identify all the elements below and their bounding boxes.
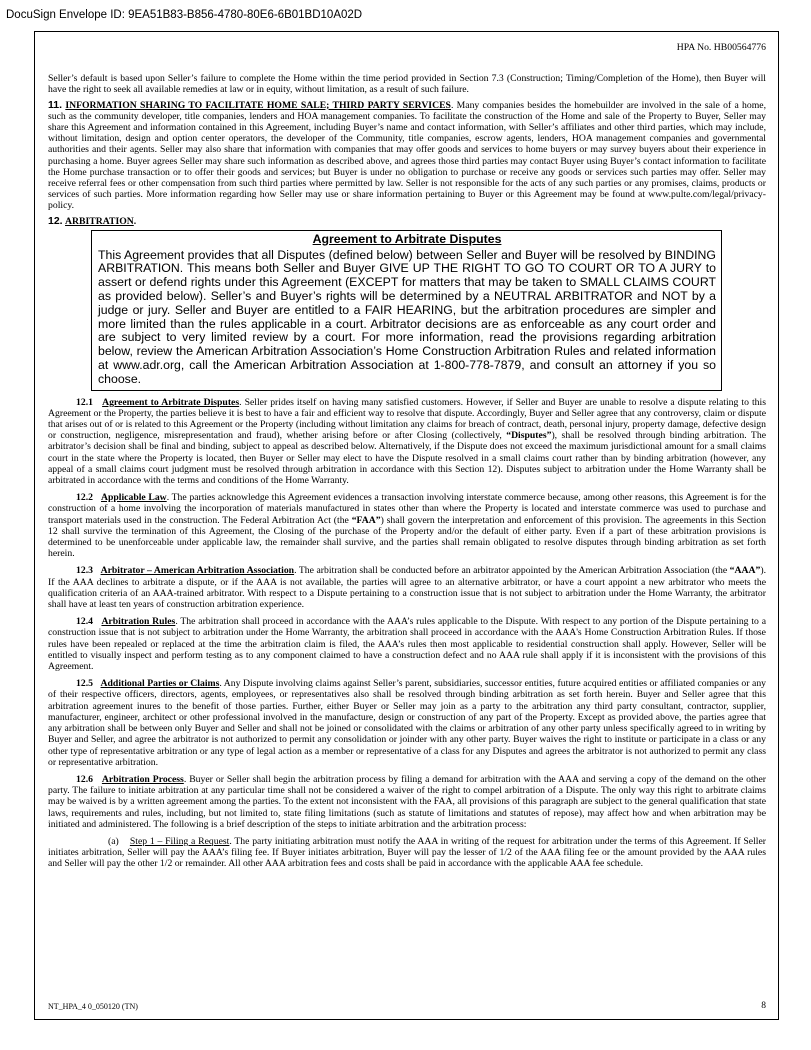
section-12-4 [48,616,766,672]
section-12-2 [48,492,766,559]
section-12-2-text-b: ) shall govern the interpretation and enforcement of this provision. The agreements in this Section 12 shall survive the termination of this Agreement, the Closing of the purchase of the Property and/or the default of either party. Even if a part of these arbitration provisions is determined to be unenforceable under applicable law, the remainder shall survive, and the parties shall remain obligated to resolve disputes through binding arbitration as set forth herein. [48,514,766,560]
section-12-6-number: 12.6 [76,773,93,785]
section-12-2-title: Applicable Law [101,492,167,504]
section-12-1-term: “Disputes” [506,430,552,442]
section-12-4-number: 12.4 [76,616,93,628]
section-12-6-a [48,836,766,870]
section-12-4-text: . The arbitration shall proceed in accordance with the AAA’s rules applicable to the Dispute. With respect to any portion of the Dispute pertaining to a construction issue that is not subject to arbitration under the Home Warranty, the arbitration shall proceed in accordance with the AAA's Home Construction Arbitration Rules. If those rules have been repealed or replaced at the time the arbitration claim is filed, the AAA’s rules then most applicable to residential construction shall apply. However, Seller will be entitled to visually inspect and perform testing as to any component claimed to have a construction defect and no AAA rule shall apply if it is inconsistent with the provisions of this Agreement. [48,616,767,673]
section-12-2-number: 12.2 [76,492,93,504]
section-12-number: 12. [48,214,63,227]
arbitration-notice-box [91,230,722,391]
section-12-5-title: Additional Parties or Claims [100,678,220,690]
step-1-text: . The party initiating arbitration must notify the AAA in writing of the request for arbitration under the terms of this Agreement. If Seller initiates arbitration, Seller will pay the AAA’s filing fee. If Buyer initiates arbitration, Buyer will pay the lesser of 1/2 of the AAA filing fee or the amount provided by the AAA rules and Seller will pay the other 1/2 or remainder. All other AAA arbitration fees and costs shall be paid in accordance with the applicable AAA fee schedule. [48,835,766,870]
section-12-2-text-a: . The parties acknowledge this Agreement evidences a transaction involving interstate commerce because, among other reasons, this Agreement is for the construction of a home involving the incorporation of materials manufactured in states other than where the Property is located and interstate commerce was used to purchase and transport materials used in the construction. The Federal Arbitration Act (the [48,492,767,526]
arbitration-box-text: This Agreement provides that all Disputes (defined below) between Seller and Buyer will be resolved by BINDING ARBITRATION. This means both Seller and Buyer GIVE UP THE RIGHT TO GO TO COURT OR TO A JURY to assert or defend rights under this Agreement (EXCEPT for matters that may be taken to SMALL CLAIMS COURT as provided below). Seller’s and Buyer’s rights will be determined by a NEUTRAL ARBITRATOR and NOT by a judge or jury. Seller and Buyer are entitled to a FAIR HEARING, but the arbitration procedures are simpler and more limited than the rules applicable in a court. Arbitrator decisions are as enforceable as any court order and are subject to very limited review by a court. For more information, read the provisions regarding arbitration below, review the American Arbitration Association’s Home Construction Arbitration Rules and related information at www.adr.org, call the American Arbitration Association at 1-800-778-7879, and consult an attorney if you so choose. [98,247,716,386]
step-1-label: (a) [108,835,119,847]
section-12-5-number: 12.5 [76,678,93,690]
page-content [48,42,766,870]
section-12-3-term: “AAA” [729,565,761,577]
section-12-4-title: Arbitration Rules [101,616,176,628]
section-11-title: INFORMATION SHARING TO FACILITATE HOME SALE; THIRD PARTY SERVICES [65,99,451,111]
page-number: 8 [761,1001,766,1011]
form-code: NT_HPA_4 0_050120 (TN) [48,1002,138,1011]
intro-paragraph: Seller’s default is based upon Seller’s failure to complete the Home within the time period provided in Section 7.3 (Construction; Timing/Completion of the Home), then Buyer will have the right to seek all available remedies at law or in equity, without limitation, as a result of such failure. [48,73,766,96]
section-12-6 [48,774,766,830]
section-12-3 [48,565,766,610]
hpa-number: HPA No. HB00564776 [676,42,766,53]
section-11-text: . Many companies besides the homebuilder are involved in the sale of a home, such as the community developer, title companies, lenders and HOA management companies. To facilitate the construction of the Home and sale of the Property to Buyer, Seller may share this Agreement and information contained in this Agreement, including Buyer’s name and contact information, with Seller’s affiliates and other third parties, which may include, without limitation, design and option center operators, the developer of the Community, title companies, escrow agents, lenders, HOA management companies and governmental authorities and their agents. Seller may also share that information with companies that may offer goods and services to home buyers or may survey buyers about their experience in purchasing a home. Buyer agrees Seller may share such information as described above, and agrees those third parties may contact Buyer using Buyer’s contact information to facilitate the Home purchase transaction or to offer their goods and services; but Buyer is under no obligation to purchase or receive any goods or services such parties may offer. Seller may receive referral fees or other compensation from such third parties where permitted by law. Seller is not responsible for the acts of any such parties or any promises, claims, products or services of such parties. More information regarding how Seller may use or share information pertaining to Buyer or this Agreement may be found at www.pulte.com/legal/privacy-policy. [48,99,766,212]
section-12-5-text: . Any Dispute involving claims against Seller’s parent, subsidiaries, successor entities, future acquired entities or affiliated companies or any of their respective officers, directors, agents, employees, or representatives also shall be resolved through binding arbitration as set forth herein. Buyer and Seller agree that this arbitration agreement inures to the benefit of those parties. Further, either Buyer or Seller may join as a party to the arbitration any third party consultant, contractor, supplier, manufacturer, engineer, architect or other professional involved in the manufacture, design or construction of any part of the Property. Except as provided above, the parties agree that any arbitration shall be between only Buyer and Seller and shall not be joined or consolidated with the claims or arbitration of any other party unless specifically agreed to in writing by Buyer and Seller, and agree the arbitrator is not authorized to permit any consolidation or joinder with any other party. Buyer waives the right to institute or participate in a class or any other type of representative arbitration or any type of legal action as a member or representative of a class for any Disputes and agrees the arbitrator is not authorized to permit any class or representative arbitration. [48,678,767,768]
section-12-1-text-a: . Seller prides itself on having many satisfied customers. However, if Seller and Buyer are unable to resolve a dispute relating to this Agreement or the Property, the parties believe it is best to have a fair and efficient way to resolve that dispute. Accordingly, Buyer and Seller agree that any controversy, claim or dispute that arises out of or is related to this Agreement or the Property (including without limitation any claims for breach of contract, death, personal injury, property damage, defective design or construction, negligence, misrepresentation and fraud), whether arising before or after Closing (collectively, [48,396,766,442]
section-12-3-number: 12.3 [76,565,93,577]
page-footer [48,1002,766,1011]
section-12-3-text-a: . The arbitration shall be conducted before an arbitrator appointed by the American Arbitration Association (the [294,565,730,577]
envelope-id: DocuSign Envelope ID: 9EA51B83-B856-4780-80E6-6B01BD10A02D [6,9,363,21]
section-12-1-number: 12.1 [76,396,93,408]
section-12-1-title: Agreement to Arbitrate Disputes [102,396,240,408]
section-12-3-title: Arbitrator – American Arbitration Association [100,565,295,577]
arbitration-box-title: Agreement to Arbitrate Disputes [312,231,502,246]
section-12-3-text-b: ). If the AAA declines to arbitrate a dispute, or if the AAA is not available, the parties will agree to an alternative arbitrator, or have a court appoint a new arbitrator who meets the qualification criteria of an AAA-trained arbitrator. With respect to a Dispute pertaining to a construction issue that is not subject to arbitration under the Home Warranty, the arbitrator shall have at least ten years of construction arbitration experience. [48,565,767,611]
section-12-1 [48,397,766,487]
section-12-6-text: . Buyer or Seller shall begin the arbitration process by filing a demand for arbitration with the AAA and serving a copy of the demand on the other party. The failure to initiate arbitration at any particular time shall not be considered a waiver of the right to compel arbitration of a Dispute. The only way this right to arbitrate claims may be waived is by a written agreement among the parties. To the extent not inconsistent with the FAA, all provisions of this paragraph are subject to the general qualification that state laws, requirements and rules, including, but not limited to, state filing limitations (such as statute of limitations and statutes of repose), may affect how and when arbitration may be initiated and administered. The following is a brief description of the steps to initiate arbitration and the arbitration process: [48,773,767,830]
step-1-title: Step 1 – Filing a Request [129,835,230,847]
section-11 [48,100,766,212]
section-12-1-text-b: ), shall be resolved through binding arbitration. The arbitrator’s decision shall be final and binding, subject to appeal as described below. Alternatively, if the Dispute does not exceed the maximum jurisdictional amount for a small claims court in the state where the Property is located, then Buyer or Seller may elect to have the Dispute resolved in a small claims court rather than by binding arbitration (however, any appeal of a small claims court judgment must be resolved through arbitration in accordance with this Section 12). Disputes subject to arbitration under the Home Warranty shall be arbitrated in accordance with the terms and conditions of the Home Warranty. [48,430,766,487]
section-12-6-title: Arbitration Process [101,773,184,785]
section-12-heading [48,216,766,227]
section-12-2-term: “FAA” [351,514,381,526]
section-11-number: 11. [48,98,63,111]
section-12-title: ARBITRATION [65,215,134,227]
document-page [34,31,779,1020]
section-12-dot: . [133,215,137,227]
section-12-5 [48,678,766,768]
